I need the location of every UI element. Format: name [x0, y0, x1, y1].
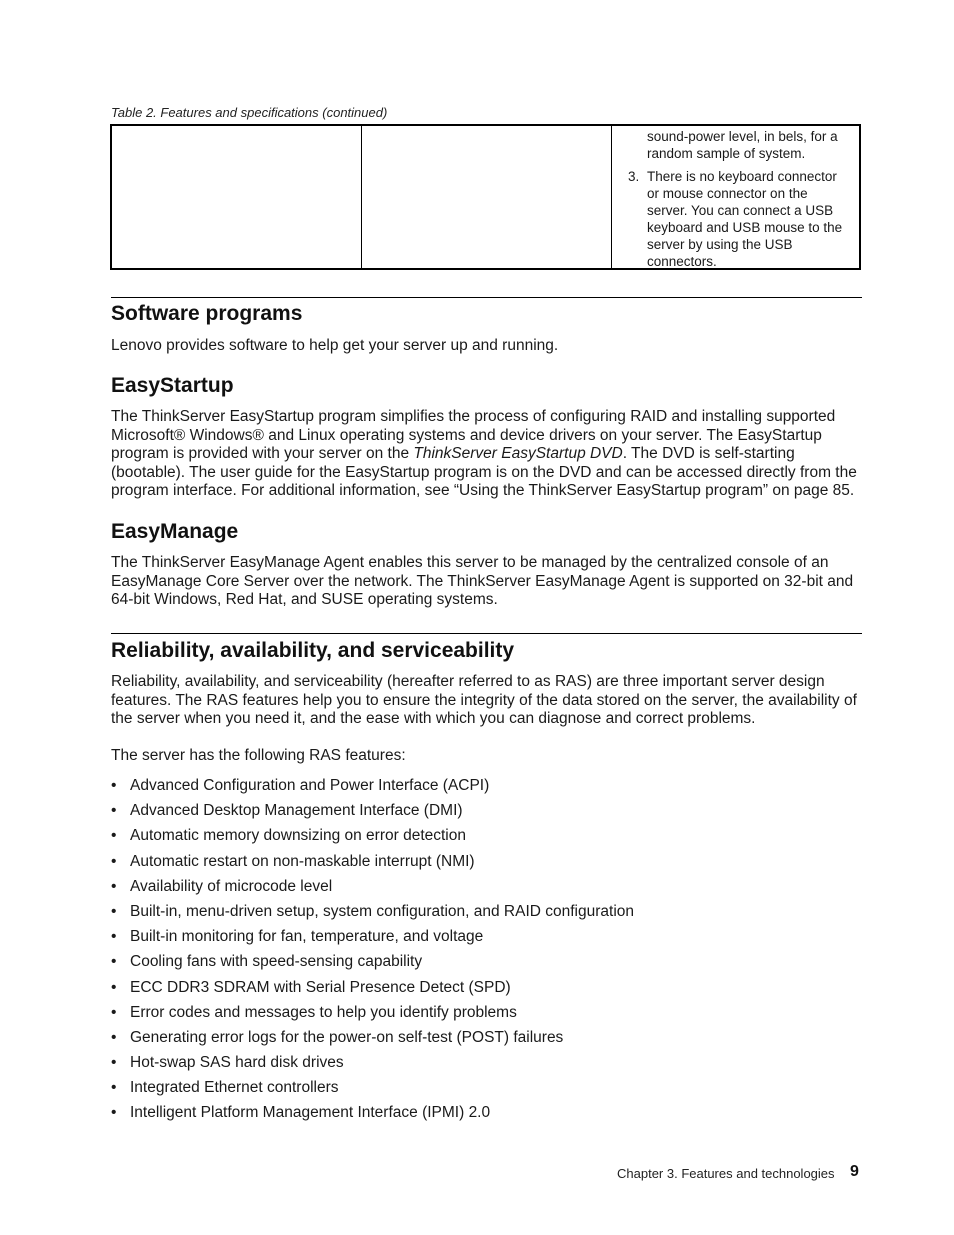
- bullet-icon: •: [111, 877, 117, 895]
- ras-feature-text: ECC DDR3 SDRAM with Serial Presence Detect (SPD): [130, 978, 511, 996]
- ras-feature-text: Advanced Configuration and Power Interface (ACPI): [130, 777, 490, 794]
- section-rule-software: [111, 297, 862, 298]
- ras-feature-text: Error codes and messages to help you identify problems: [130, 1003, 517, 1021]
- heading-easymanage: EasyManage: [111, 520, 239, 543]
- ras-feature-item: [111, 1075, 634, 1100]
- ras-feature-item: [111, 849, 634, 874]
- easystartup-dvd-title: ThinkServer EasyStartup DVD: [413, 445, 623, 463]
- table-caption: Table 2. Features and specifications (continued): [111, 105, 388, 120]
- bullet-icon: •: [111, 1079, 117, 1097]
- table-divider-1: [361, 126, 362, 268]
- ras-feature-item: [111, 823, 634, 848]
- ras-intro: Reliability, availability, and serviceability (hereafter referred to as RAS) are three important server design features. The RAS features help you to ensure the integrity of the data stored on the server, the availability of the server when you need it, and the ease with which you can diagnose and correct problems.: [111, 673, 857, 728]
- ras-feature-item: [111, 1000, 634, 1025]
- bullet-icon: •: [111, 1003, 117, 1021]
- ras-lead: The server has the following RAS features:: [111, 747, 406, 764]
- ras-feature-item: [111, 1025, 634, 1050]
- ras-feature-text: Intelligent Platform Management Interface (IPMI) 2.0: [130, 1104, 491, 1122]
- software-intro: Lenovo provides software to help get your server up and running.: [111, 337, 559, 354]
- heading-easystartup: EasyStartup: [111, 374, 234, 397]
- ras-feature-text: Cooling fans with speed-sensing capability: [130, 953, 423, 971]
- bullet-icon: •: [111, 928, 117, 946]
- ras-feature-item: [111, 899, 634, 924]
- easystartup-text-1: The ThinkServer EasyStartup program simplifies the process of configuring RAID and installing supported Microsoft® Windows® and Linux operating systems and device drivers on your server. The EasyStartup program is provided with your server on the: [111, 408, 836, 463]
- bullet-icon: •: [111, 802, 117, 820]
- bullet-icon: •: [111, 1104, 117, 1122]
- ras-feature-list: [111, 773, 634, 1126]
- bullet-icon: •: [111, 1028, 117, 1046]
- easymanage-body: The ThinkServer EasyManage Agent enables this server to be managed by the centralized console of an EasyManage Core Server over the network. The ThinkServer EasyManage Agent is supported on 32-bit and 64-bit Windows, Red Hat, and SUSE operating systems.: [111, 554, 854, 609]
- table-note-3: [624, 168, 851, 270]
- note-number: 3.: [628, 169, 640, 184]
- easystartup-body: [111, 408, 866, 501]
- section-rule-ras: [111, 633, 862, 634]
- page-number: 9: [850, 1163, 859, 1180]
- easystartup-text-2: . The DVD is self-starting (bootable). The user guide for the EasyStartup program is on the DVD and can be accessed directly from the program interface. For additional information, see “Using the ThinkServer EasyStartup program” on page 85.: [111, 445, 857, 500]
- ras-feature-text: Built-in, menu-driven setup, system configuration, and RAID configuration: [130, 902, 634, 920]
- ras-feature-text: Hot-swap SAS hard disk drives: [130, 1054, 344, 1072]
- note-text: There is no keyboard connector or mouse connector on the server. You can connect a USB keyboard and USB mouse to the server by using the USB connectors.: [647, 169, 843, 269]
- ras-feature-text: Advanced Desktop Management Interface (DMI): [130, 802, 463, 820]
- heading-software-programs: Software programs: [111, 302, 303, 325]
- ras-feature-item: [111, 975, 634, 1000]
- table-notes-cell: [624, 128, 851, 270]
- bullet-icon: •: [111, 852, 117, 870]
- bullet-icon: •: [111, 1054, 117, 1072]
- bullet-icon: •: [111, 827, 117, 845]
- ras-feature-text: Generating error logs for the power-on self-test (POST) failures: [130, 1028, 564, 1046]
- table-divider-2: [611, 126, 612, 268]
- ras-feature-item: [111, 949, 634, 974]
- heading-ras: Reliability, availability, and serviceability: [111, 639, 515, 662]
- ras-feature-text: Automatic restart on non-maskable interrupt (NMI): [130, 852, 475, 870]
- ras-feature-item: [111, 773, 634, 798]
- footer-chapter: Chapter 3. Features and technologies: [617, 1166, 835, 1181]
- bullet-icon: •: [111, 978, 117, 996]
- bullet-icon: •: [111, 777, 117, 794]
- ras-feature-text: Automatic memory downsizing on error detection: [130, 827, 466, 845]
- ras-feature-item: [111, 1050, 634, 1075]
- ras-feature-item: [111, 874, 634, 899]
- bullet-icon: •: [111, 902, 117, 920]
- ras-feature-item: [111, 1100, 634, 1125]
- spec-table: [110, 124, 861, 270]
- note-continuation: sound-power level, in bels, for a random sample of system.: [647, 129, 838, 161]
- ras-feature-text: Built-in monitoring for fan, temperature, and voltage: [130, 928, 484, 946]
- ras-feature-item: [111, 798, 634, 823]
- ras-feature-text: Availability of microcode level: [130, 877, 333, 895]
- ras-feature-item: [111, 924, 634, 949]
- bullet-icon: •: [111, 953, 117, 971]
- ras-feature-text: Integrated Ethernet controllers: [130, 1079, 339, 1097]
